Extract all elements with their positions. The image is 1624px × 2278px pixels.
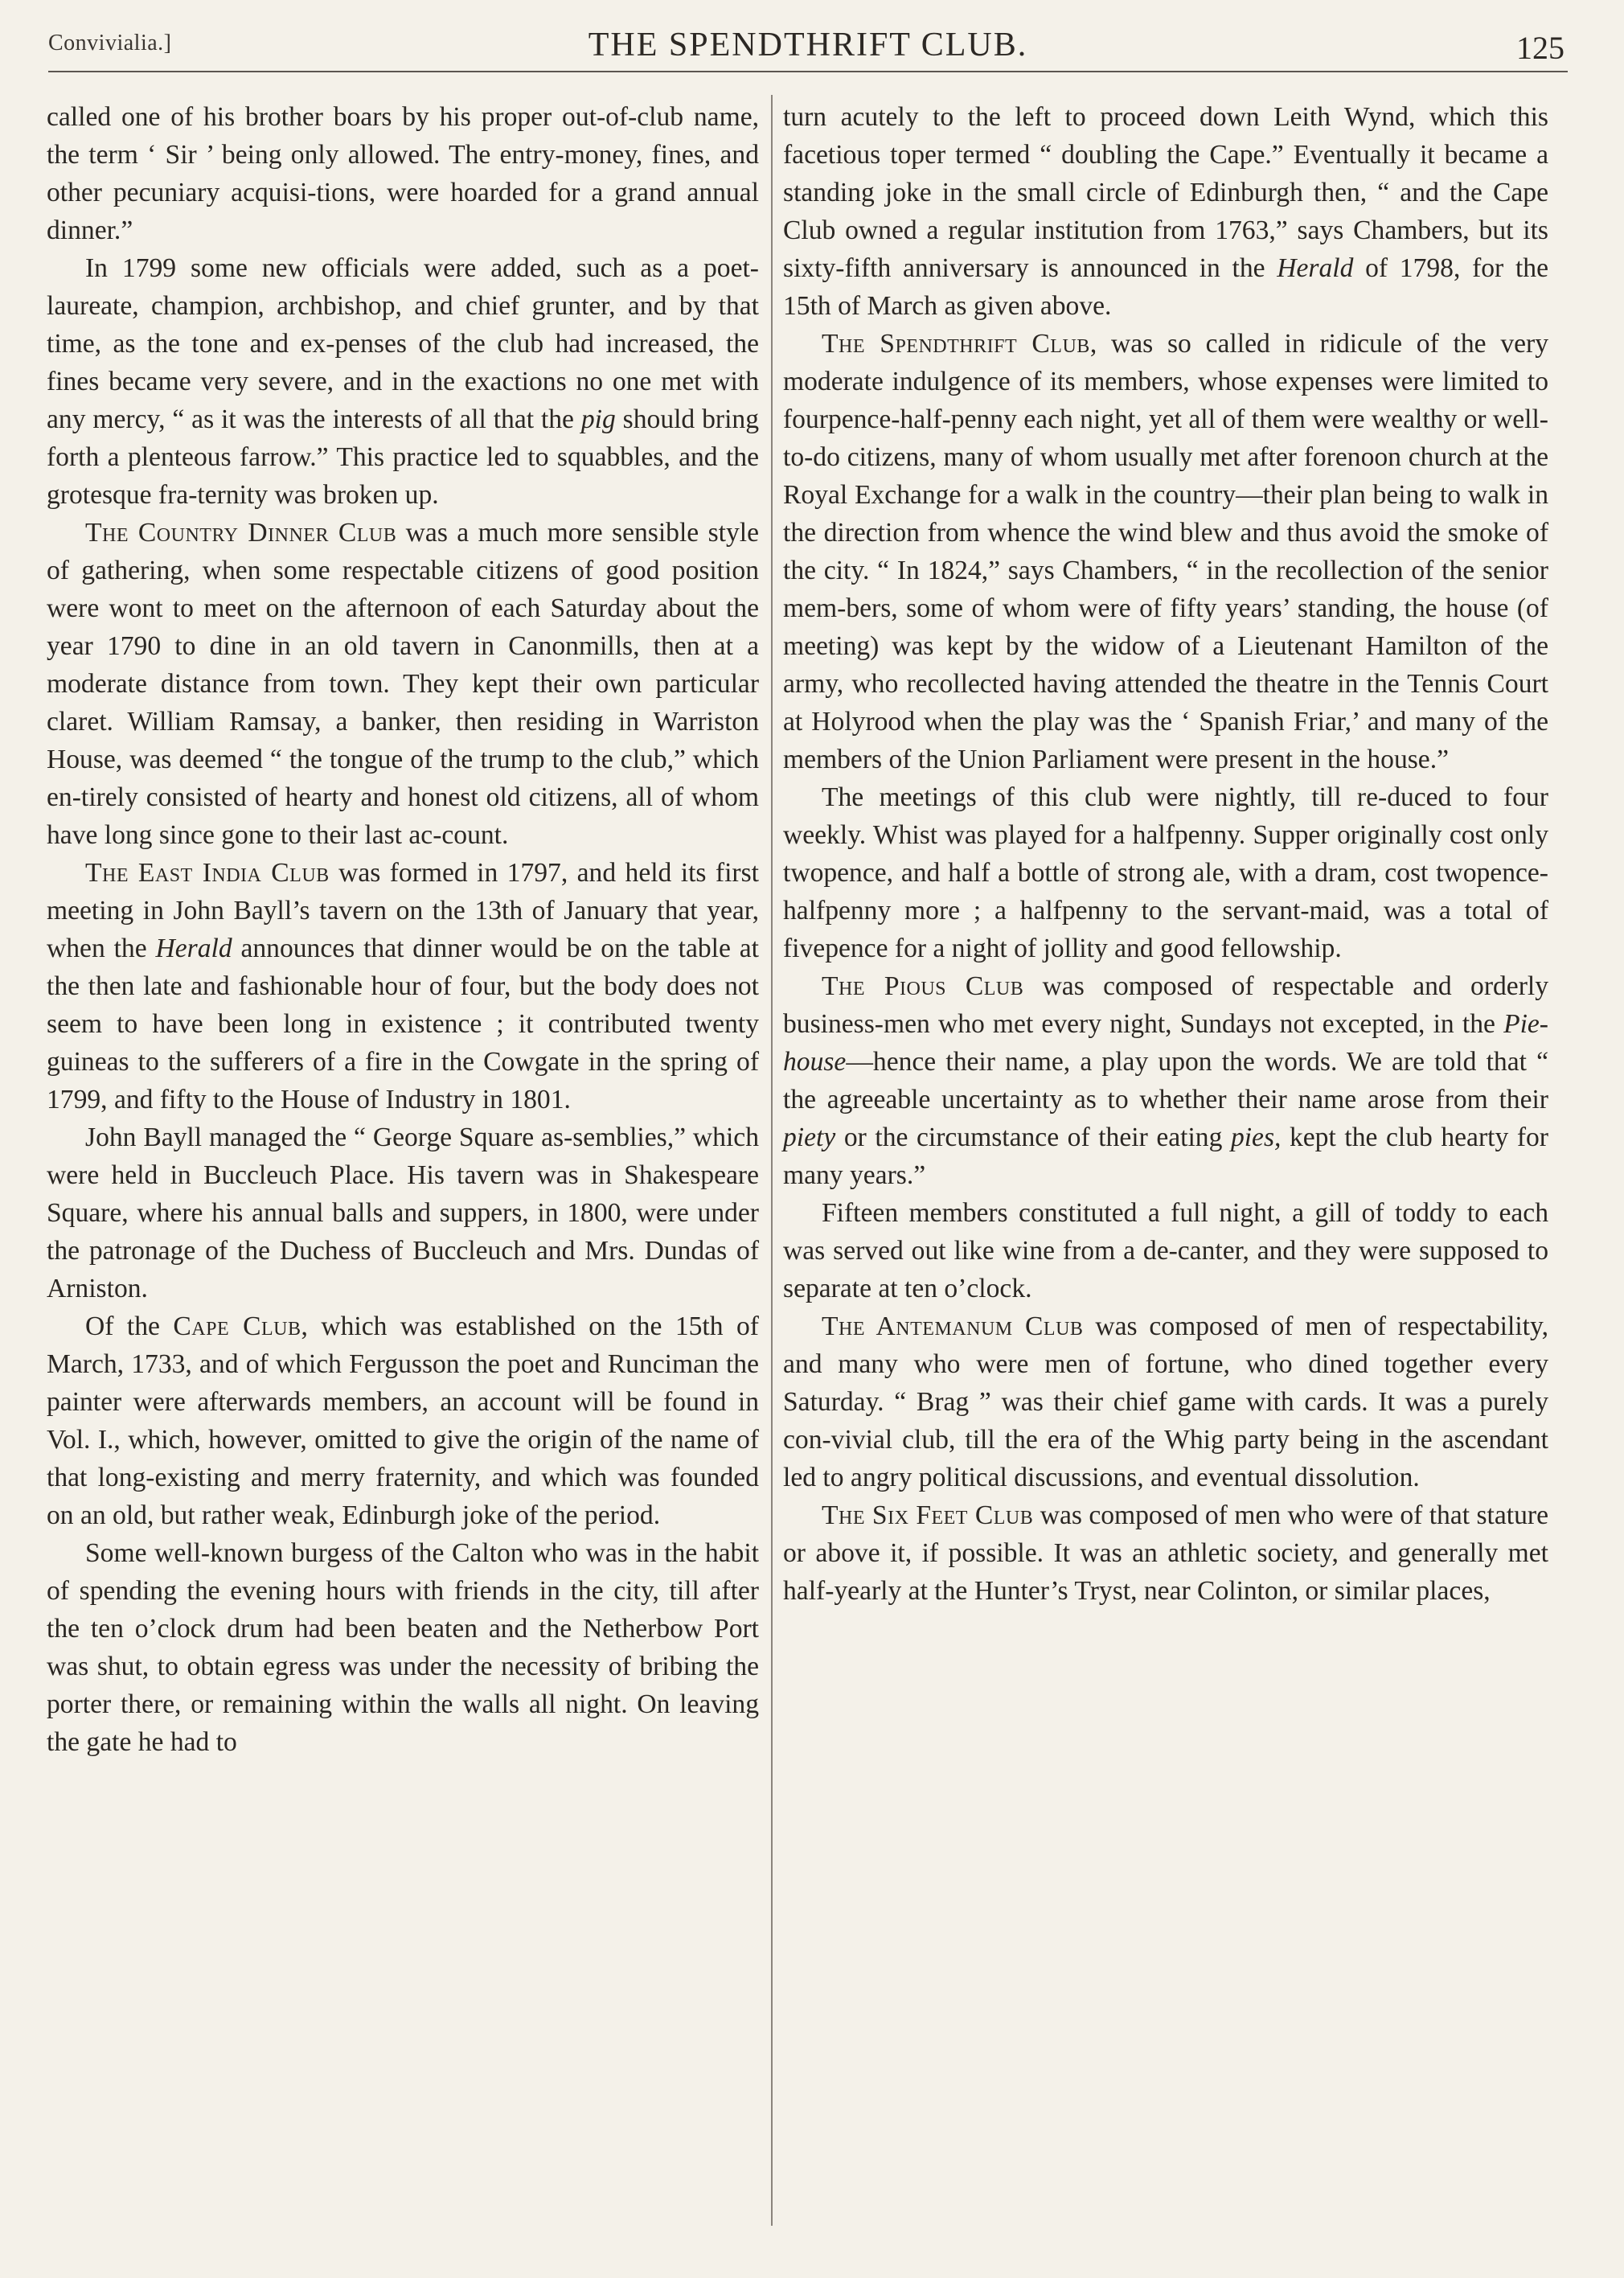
- club-name: The Six Feet Club: [822, 1500, 1034, 1530]
- page-title: THE SPENDTHRIFT CLUB.: [588, 27, 1028, 64]
- club-name: The East India Club: [85, 858, 330, 888]
- paragraph: Some well-known burgess of the Calton who was in the habit of spending the evening hours with friends in the city, till after the ten o’clock drum had been beaten and the Netherbow Port was shut, to obtain egress was under the necessity of bribing the porter there, or remaining within the walls all night. On leaving the gate he had to: [47, 1538, 759, 1757]
- paragraph: Fifteen members constituted a full night, a gill of toddy to each was served out like wine from a de-canter, and they were supposed to separate at ten o’clock.: [783, 1198, 1548, 1303]
- paragraph: The Pious Club was composed of respectable and orderly business-men who met every night, Sundays not excepted, in the Pie-house—hence their name, a play upon the words. We are told that “ the agreeable uncertainty as to whether their name arose from their piety or the circumstance of their eating pies, kept the club hearty for many years.”: [783, 971, 1548, 1190]
- paragraph: The Spendthrift Club, was so called in ridicule of the very moderate indulgence of its members, whose expenses were limited to fourpence-half-penny each night, yet all of them were wealthy or well-to-do citizens, many of whom usually met after forenoon church at the Royal Exchange for a walk in the country—their plan being to walk in the direction from whence the wind blew and thus avoid the smoke of the city. “ In 1824,” says Chambers, “ in the recollection of the senior mem-bers, some of whom were of fifty years’ standing, the house (of meeting) was kept by the widow of a Lieutenant Hamilton of the army, who recollected having attended the theatre in the Tennis Court at Holyrood when the play was the ‘ Spanish Friar,’ and many of the members of the Union Parliament were present in the house.”: [783, 329, 1548, 774]
- club-name: Cape Club: [173, 1311, 301, 1341]
- right-column: [783, 98, 1548, 1610]
- paragraph: The Country Dinner Club was a much more sensible style of gathering, when some respectable citizens of good position were wont to meet on the afternoon of each Saturday about the year 1790 to dine in an old tavern in Canonmills, then at a moderate distance from town. They kept their own particular claret. William Ramsay, a banker, then residing in Warriston House, was deemed “ the tongue of the trump to the club,” which en-tirely consisted of hearty and honest old citizens, all of whom have long since gone to their last ac-count.: [47, 518, 759, 850]
- paragraph: called one of his brother boars by his proper out-of-club name, the term ‘ Sir ’ being only allowed. The entry-money, fines, and other pecuniary acquisi-tions, were hoarded for a grand annual dinner.”: [47, 102, 759, 245]
- paragraph: The East India Club was formed in 1797, and held its first meeting in John Bayll’s tavern on the 13th of January that year, when the Herald announces that dinner would be on the table at the then late and fashionable hour of four, but the body does not seem to have been long in existence ; it contributed twenty guineas to the sufferers of a fire in the Cowgate in the spring of 1799, and fifty to the House of Industry in 1801.: [47, 858, 759, 1114]
- page-number: 125: [1516, 30, 1565, 66]
- paragraph: The meetings of this club were nightly, till re-duced to four weekly. Whist was played for a halfpenny. Supper originally cost only twopence, and half a bottle of strong ale, with a dram, cost twopence-halfpenny more ; a halfpenny to the servant-maid, was a total of fivepence for a night of jollity and good fellowship.: [783, 782, 1548, 963]
- running-header: [48, 23, 1568, 72]
- paragraph: turn acutely to the left to proceed down Leith Wynd, which this facetious toper termed “ doubling the Cape.” Eventually it became a standing joke in the small circle of Edinburgh then, “ and the Cape Club owned a regular institution from 1763,” says Chambers, but its sixty-fifth anniversary is announced in the Herald of 1798, for the 15th of March as given above.: [783, 102, 1548, 321]
- paragraph: The Six Feet Club was composed of men who were of that stature or above it, if possible. It was an athletic society, and generally met half-yearly at the Hunter’s Tryst, near Colinton, or similar places,: [783, 1500, 1548, 1606]
- paragraph: Of the Cape Club, which was established on the 15th of March, 1733, and of which Fergusson the poet and Runciman the painter were afterwards members, an account will be found in Vol. I., which, however, omitted to give the origin of the name of that long-existing and merry fraternity, and which was founded on an old, but rather weak, Edinburgh joke of the period.: [47, 1311, 759, 1530]
- club-name: The Country Dinner Club: [85, 518, 397, 548]
- paragraph: The Antemanum Club was composed of men of respectability, and many who were men of fortune, who dined together every Saturday. “ Brag ” was their chief game with cards. It was a purely con-vivial club, till the era of the Whig party being in the ascendant led to angry political discussions, and eventual dissolution.: [783, 1311, 1548, 1492]
- paragraph: In 1799 some new officials were added, such as a poet-laureate, champion, archbishop, and chief grunter, and by that time, as the tone and ex-penses of the club had increased, the fines became very severe, and in the exactions no one met with any mercy, “ as it was the interests of all that the pig should bring forth a plenteous farrow.” This practice led to squabbles, and the grotesque fra-ternity was broken up.: [47, 253, 759, 510]
- column-divider: [771, 95, 773, 2226]
- club-name: The Pious Club: [822, 971, 1024, 1001]
- left-column: [47, 98, 759, 1761]
- club-name: The Spendthrift Club: [822, 329, 1090, 359]
- section-label: Convivialia.]: [48, 31, 172, 55]
- club-name: The Antemanum Club: [822, 1311, 1084, 1341]
- paragraph: John Bayll managed the “ George Square as-semblies,” which were held in Buccleuch Place. His tavern was in Shakespeare Square, where his annual balls and suppers, in 1800, were under the patronage of the Duchess of Buccleuch and Mrs. Dundas of Arniston.: [47, 1123, 759, 1303]
